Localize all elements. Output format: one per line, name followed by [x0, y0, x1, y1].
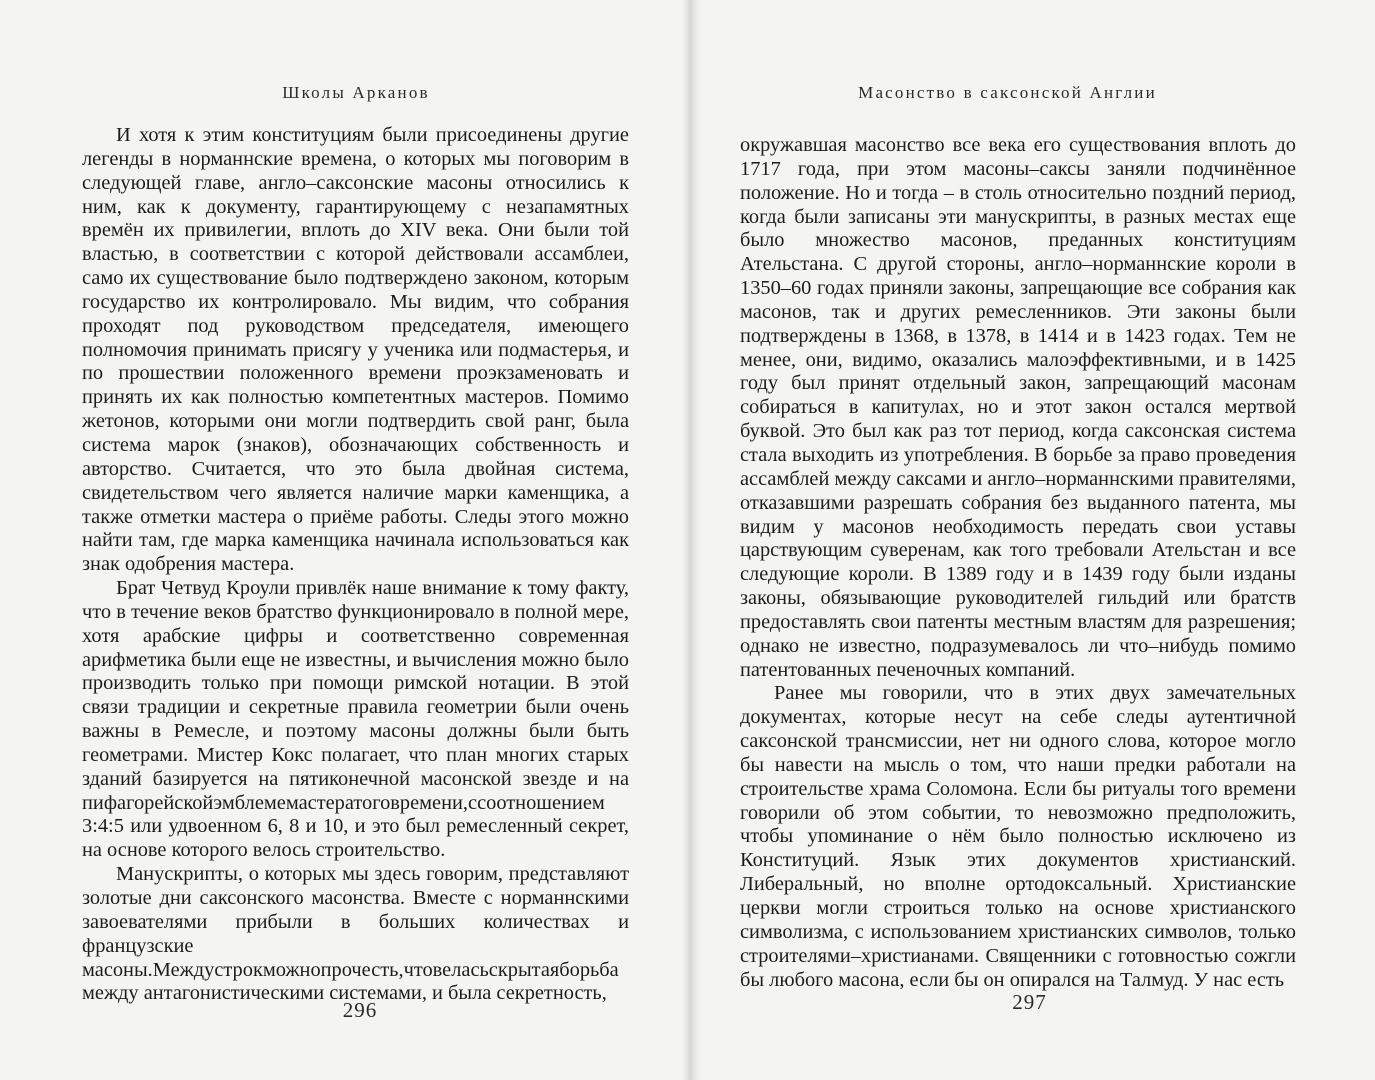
right-page — [700, 0, 1375, 1080]
paragraph: Брат Четвуд Кроули привлёк наше внимание к тому факту, что в течение веков братство функционировало в полной мере, хотя арабские цифры и соответственно современная арифметика были еще не известны, и вычисления можно было производить только при помощи римской нотации. В этой связи традиции и секретные правила геометрии были очень важны в Ремесле, и поэтому масоны должны были быть геометрами. Мистер Кокс полагает, что план многих старых зданий базируется на пятиконечной масонской звезде и на пифагорейскойэмблемемастератоговремени,ссоотношением 3:4:5 или удвоенном 6, 8 и 10, и это был ремесленный секрет, на основе которого велось строительство. — [82, 577, 629, 862]
paragraph: окружавшая масонство все века его существования вплоть до 1717 года, при этом масоны–саксы заняли подчинённое положение. Но и тогда – в столь относительно поздний период, когда были записаны эти манускрипты, в разных местах еще было множество масонов, преданных конституциям Ательстана. С другой стороны, англо–норманнские короли в 1350–60 годах приняли законы, запрещающие все собрания как масонов, так и других ремесленников. Эти законы были подтверждены в 1368, в 1378, в 1414 и в 1423 годах. Тем не менее, они, видимо, оказались малоэффективными, и в 1425 году был принят отдельный закон, запрещающий масонам собираться в капитулах, но и этот закон остался мертвой буквой. Это был как раз тот период, когда саксонская система стала выходить из употребления. В борьбе за право проведения ассамблей между саксами и англо–норманнскими правителями, отказавшими разрешать собрания без выданного патента, мы видим у масонов необходимость передать свои уставы царствующим суверенам, как того требовали Ательстан и все следующие короли. В 1389 году и в 1439 году были изданы законы, обязывающие руководителей гильдий или братств предоставлять свои патенты местным властям для разрешения; однако не известно, подразумевалось ли что–нибудь помимо патентованных печеночных компаний. — [740, 134, 1296, 681]
right-page-text — [740, 134, 1296, 992]
book-gutter — [682, 0, 700, 1080]
left-page-text — [82, 124, 629, 1006]
paragraph: Манускрипты, о которых мы здесь говорим, представляют золотые дни саксонского масонства. Вместе с норманнскими завоевателями прибыли в больших количествах и французские масоны.Междустрокможнопрочесть,чтовеласьскрытаяборьба между антагонистическими системами, и была секретность, — [82, 863, 629, 1005]
paragraph: И хотя к этим конституциям были присоединены другие легенды в норманнские времена, о которых мы поговорим в следующей главе, англо–саксонские масоны относились к ним, как к документу, гарантирующему с незапамятных времён их привилегии, вплоть до XIV века. Они были той властью, в соответствии с которой действовали ассамблеи, само их существование было подтверждено законом, которым государство их контролировало. Мы видим, что собрания проходят под руководством председателя, имеющего полномочия принимать присягу у ученика или подмастерья, и по прошествии положенного времени проэкзаменовать и принять их как полностью компетентных мастеров. Помимо жетонов, которыми они могли подтвердить свой ранг, была система марок (знаков), обозначающих собственность и авторство. Считается, что это была двойная система, свидетельством чего является наличие марки каменщика, а также отметки мастера о приёме работы. Следы этого можно найти там, где марка каменщика начинала использоваться как знак одобрения мастера. — [82, 124, 629, 576]
running-head-right: Масонство в саксонской Англии — [858, 83, 1157, 102]
left-page — [0, 0, 682, 1080]
running-head-left: Школы Арканов — [282, 83, 430, 102]
paragraph: Ранее мы говорили, что в этих двух замечательных документах, которые несут на себе следы аутентичной саксонской трансмиссии, нет ни одного слова, которое могло бы навести на мысль о том, что наши предки работали на строительстве храма Соломона. Если бы ритуалы того времени говорили об этом событии, то невозможно предположить, чтобы упоминание о нём было полностью исключено из Конституций. Язык этих документов христианский. Либеральный, но вполне ортодоксальный. Христианские церкви могли строиться только на основе христианского символизма, с использованием христианских символов, только строителями–христианами. Священники с готовностью сожгли бы любого масона, если бы он опирался на Талмуд. У нас есть — [740, 682, 1296, 991]
page-number-left: 296 — [342, 998, 378, 1022]
page-number-right: 297 — [1012, 990, 1047, 1014]
